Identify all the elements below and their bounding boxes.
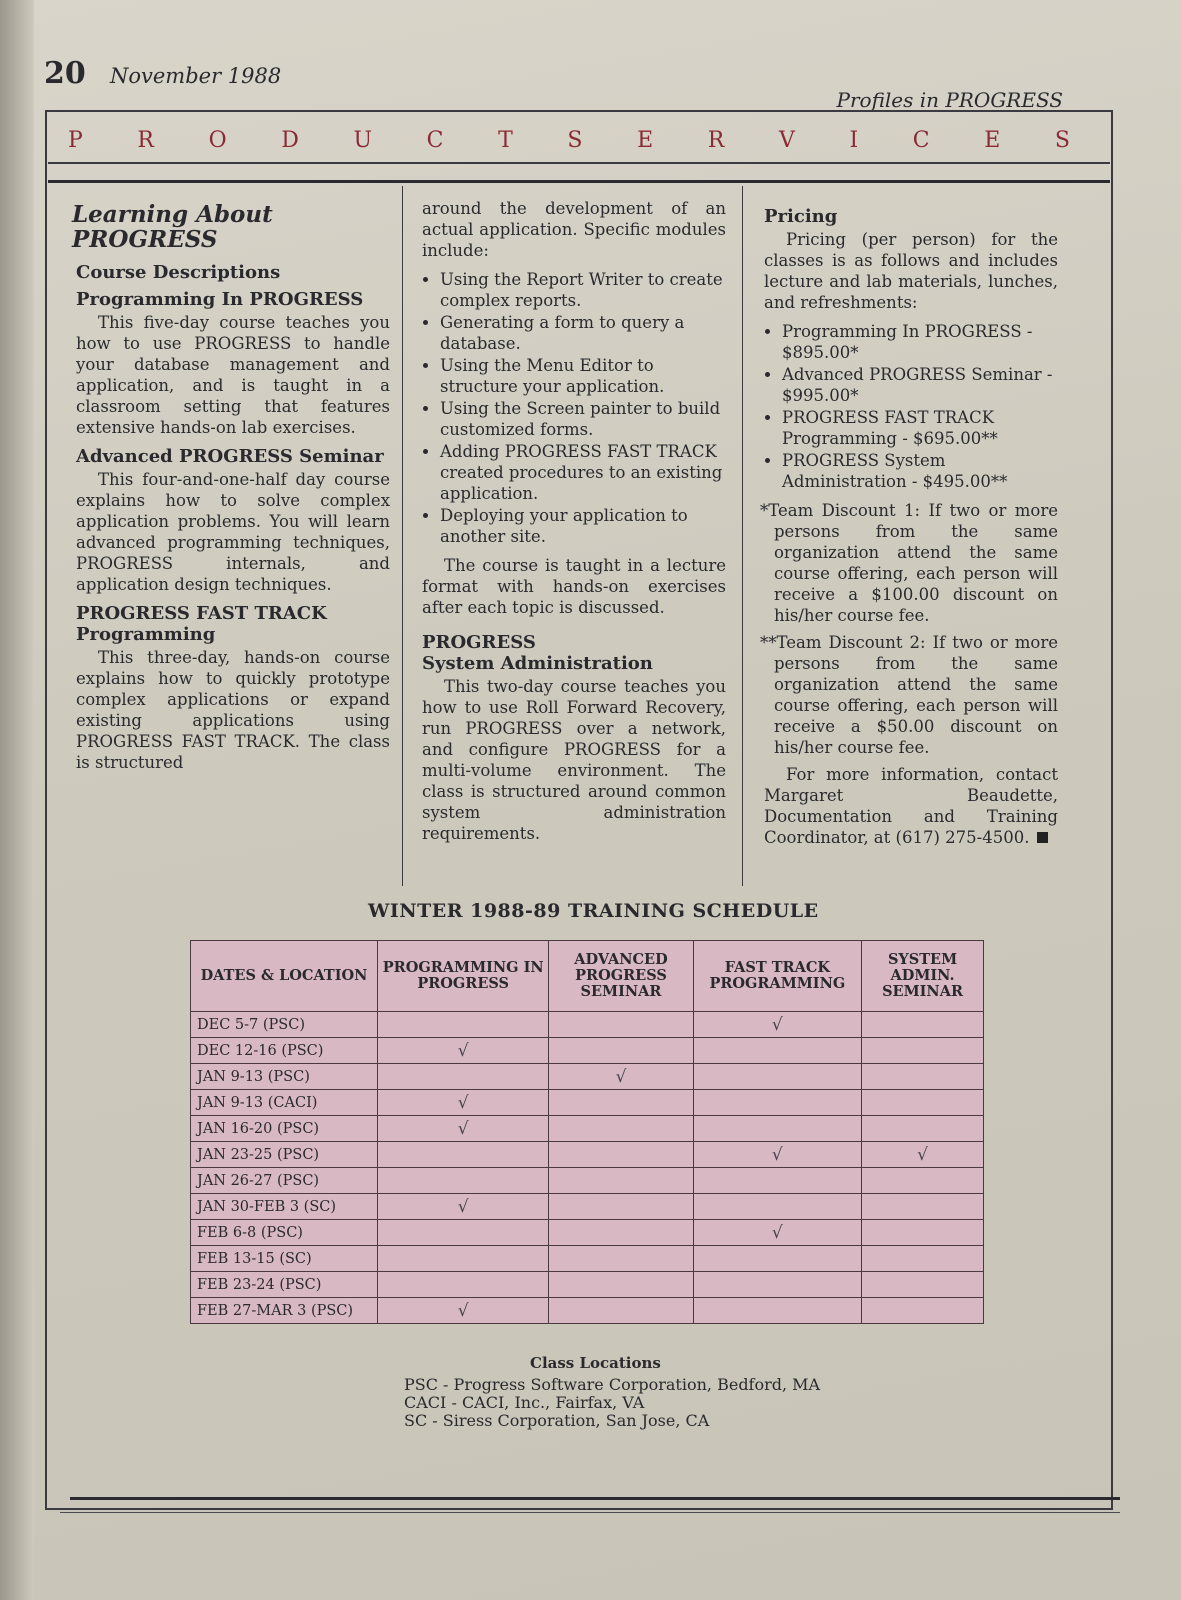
bottom-rule <box>70 1497 1120 1500</box>
date-location-cell: FEB 27-MAR 3 (PSC) <box>191 1298 378 1324</box>
course-title-advanced: Advanced PROGRESS Seminar <box>76 446 384 467</box>
empty-cell <box>693 1090 861 1116</box>
pricing-intro: Pricing (per person) for the classes is as follows and includes lecture and lab materials, lunches, and refreshments: <box>764 230 1058 312</box>
empty-cell <box>862 1272 984 1298</box>
page-number: 20 <box>44 56 86 91</box>
column-1 <box>72 196 390 781</box>
issue-date: November 1988 <box>110 64 282 88</box>
banner-letter: E <box>984 127 1003 153</box>
empty-cell <box>693 1246 861 1272</box>
date-location-cell: JAN 26-27 (PSC) <box>191 1168 378 1194</box>
end-mark-icon <box>1037 832 1048 843</box>
course-desc-advanced: This four-and-one-half day course explains how to solve complex application problems. You will learn advanced programming techniques, PROGRESS internals, and application design techniques. <box>76 470 390 594</box>
list-item: • Using the Report Writer to create complex reports. <box>440 269 726 311</box>
checkmark-cell: √ <box>862 1142 984 1168</box>
empty-cell <box>862 1194 984 1220</box>
column-divider <box>402 186 403 886</box>
list-item: • PROGRESS System Administration - $495.00** <box>782 450 1058 492</box>
empty-cell <box>378 1012 549 1038</box>
list-item: • PROGRESS FAST TRACK Programming - $695.00** <box>782 407 1058 449</box>
locations-title: Class Locations <box>530 1354 661 1372</box>
empty-cell <box>862 1012 984 1038</box>
column-header: FAST TRACK PROGRAMMING <box>693 941 861 1012</box>
empty-cell <box>693 1064 861 1090</box>
empty-cell <box>862 1038 984 1064</box>
locations-list <box>404 1376 820 1430</box>
checkmark-cell: √ <box>693 1142 861 1168</box>
course-title-fast-track: PROGRESS FAST TRACK Programming <box>76 603 327 645</box>
date-location-cell: FEB 23-24 (PSC) <box>191 1272 378 1298</box>
date-location-cell: FEB 6-8 (PSC) <box>191 1220 378 1246</box>
table-header-row <box>191 941 984 1012</box>
table-row <box>191 1168 984 1194</box>
empty-cell <box>862 1168 984 1194</box>
table-row <box>191 1064 984 1090</box>
banner-rule-thick <box>48 180 1110 183</box>
empty-cell <box>549 1038 693 1064</box>
team-discount-2: **Team Discount 2: If two or more persons from the same organization attend the same course offering, each person will receive a $50.00 discount on his/her course fee. <box>760 633 1058 757</box>
course-title-programming: Programming In PROGRESS <box>76 289 364 310</box>
banner-letter: C <box>912 127 932 153</box>
course-subtitle-sysadmin: System Administration <box>422 653 653 674</box>
empty-cell <box>862 1298 984 1324</box>
empty-cell <box>549 1272 693 1298</box>
publication-title: Profiles in PROGRESS <box>836 88 1063 112</box>
table-body <box>191 1012 984 1324</box>
empty-cell <box>862 1064 984 1090</box>
empty-cell <box>378 1272 549 1298</box>
column-2 <box>418 196 726 852</box>
banner-letter: C <box>426 127 446 153</box>
column-header: ADVANCED PROGRESS SEMINAR <box>549 941 693 1012</box>
checkmark-cell: √ <box>693 1012 861 1038</box>
list-item: • Deploying your application to another site. <box>440 505 726 547</box>
course-desc-sysadmin: This two-day course teaches you how to use Roll Forward Recovery, run PROGRESS over a network, and configure PROGRESS for a multi-volume environment. The class is structured around common system administration requirements. <box>422 677 726 843</box>
table-row <box>191 1090 984 1116</box>
checkmark-cell: √ <box>378 1090 549 1116</box>
empty-cell <box>378 1064 549 1090</box>
schedule-title: WINTER 1988-89 TRAINING SCHEDULE <box>368 900 819 922</box>
empty-cell <box>693 1038 861 1064</box>
empty-cell <box>862 1116 984 1142</box>
location-item: PSC - Progress Software Corporation, Bedford, MA <box>404 1375 821 1394</box>
empty-cell <box>378 1220 549 1246</box>
price-list <box>760 321 1058 492</box>
empty-cell <box>549 1246 693 1272</box>
empty-cell <box>693 1298 861 1324</box>
table-row <box>191 1142 984 1168</box>
banner-letter: D <box>281 127 301 153</box>
table-row <box>191 1116 984 1142</box>
checkmark-cell: √ <box>378 1116 549 1142</box>
empty-cell <box>862 1090 984 1116</box>
empty-cell <box>378 1142 549 1168</box>
empty-cell <box>862 1220 984 1246</box>
class-locations <box>404 1354 820 1430</box>
empty-cell <box>549 1220 693 1246</box>
banner-letter: P <box>68 127 85 153</box>
location-item: CACI - CACI, Inc., Fairfax, VA <box>404 1393 645 1412</box>
empty-cell <box>549 1194 693 1220</box>
banner-letter: E <box>637 127 656 153</box>
course-desc-programming: This five-day course teaches you how to use PROGRESS to handle your database management and application, and is taught in a classroom setting that features extensive hands-on lab exercises. <box>76 313 390 437</box>
empty-cell <box>693 1168 861 1194</box>
pricing-heading: Pricing <box>764 206 838 227</box>
training-schedule-table <box>190 940 984 1324</box>
list-item: • Advanced PROGRESS Seminar - $995.00* <box>782 364 1058 406</box>
page-shadow <box>0 0 34 1600</box>
section-heading: Course Descriptions <box>76 262 281 283</box>
date-location-cell: DEC 5-7 (PSC) <box>191 1012 378 1038</box>
empty-cell <box>378 1168 549 1194</box>
banner-letter: S <box>1054 127 1072 153</box>
course-desc-fast-track: This three-day, hands-on course explains how to quickly prototype complex applications or expand existing applications using PROGRESS FAST TRACK. The class is structured <box>76 648 390 772</box>
empty-cell <box>549 1090 693 1116</box>
column-3 <box>760 196 1058 856</box>
banner-letter: U <box>353 127 375 153</box>
table-row <box>191 1194 984 1220</box>
date-location-cell: JAN 9-13 (PSC) <box>191 1064 378 1090</box>
checkmark-cell: √ <box>378 1298 549 1324</box>
checkmark-cell: √ <box>378 1194 549 1220</box>
banner-letter: S <box>567 127 585 153</box>
column-header: SYSTEM ADMIN. SEMINAR <box>862 941 984 1012</box>
course-format: The course is taught in a lecture format with hands-on exercises after each topic is discussed. <box>422 556 726 617</box>
checkmark-cell: √ <box>693 1220 861 1246</box>
list-item: • Using the Screen painter to build customized forms. <box>440 398 726 440</box>
date-location-cell: DEC 12-16 (PSC) <box>191 1038 378 1064</box>
date-location-cell: JAN 16-20 (PSC) <box>191 1116 378 1142</box>
banner-letter: I <box>849 127 861 153</box>
column-header: DATES & LOCATION <box>191 941 378 1012</box>
column-header: PROGRAMMING IN PROGRESS <box>378 941 549 1012</box>
team-discount-1: *Team Discount 1: If two or more persons from the same organization attend the same course offering, each person will receive a $100.00 discount on his/her course fee. <box>760 501 1058 625</box>
checkmark-cell: √ <box>549 1064 693 1090</box>
table-row <box>191 1272 984 1298</box>
empty-cell <box>549 1116 693 1142</box>
list-item: • Using the Menu Editor to structure your application. <box>440 355 726 397</box>
checkmark-cell: √ <box>378 1038 549 1064</box>
date-location-cell: FEB 13-15 (SC) <box>191 1246 378 1272</box>
empty-cell <box>693 1194 861 1220</box>
article-title: Learning About PROGRESS <box>72 201 273 253</box>
empty-cell <box>693 1116 861 1142</box>
modules-list <box>418 269 726 547</box>
date-location-cell: JAN 30-FEB 3 (SC) <box>191 1194 378 1220</box>
empty-cell <box>378 1246 549 1272</box>
table-row <box>191 1220 984 1246</box>
empty-cell <box>549 1298 693 1324</box>
empty-cell <box>862 1246 984 1272</box>
empty-cell <box>549 1168 693 1194</box>
table-row <box>191 1012 984 1038</box>
banner-letter: R <box>137 127 156 153</box>
banner-rule <box>48 162 1110 164</box>
banner-letter: V <box>778 127 797 153</box>
bottom-rule-thin <box>60 1512 1120 1513</box>
course-title-sysadmin: PROGRESS <box>422 632 536 653</box>
location-item: SC - Siress Corporation, San Jose, CA <box>404 1411 710 1430</box>
contact-info <box>764 764 1058 848</box>
date-location-cell: JAN 23-25 (PSC) <box>191 1142 378 1168</box>
date-location-cell: JAN 9-13 (CACI) <box>191 1090 378 1116</box>
table-row <box>191 1246 984 1272</box>
empty-cell <box>693 1272 861 1298</box>
list-item: • Programming In PROGRESS - $895.00* <box>782 321 1058 363</box>
empty-cell <box>549 1142 693 1168</box>
list-item: • Generating a form to query a database. <box>440 312 726 354</box>
modules-intro: around the development of an actual application. Specific modules include: <box>422 199 726 260</box>
table-row <box>191 1038 984 1064</box>
banner-letter: R <box>707 127 727 153</box>
banner-letter: T <box>498 127 515 153</box>
empty-cell <box>549 1012 693 1038</box>
list-item: • Adding PROGRESS FAST TRACK created procedures to an existing application. <box>440 441 726 504</box>
contact-text: For more information, contact Margaret Beaudette, Documentation and Training Coordinator, at (617) 275-4500. <box>764 765 1058 847</box>
column-divider <box>742 186 743 886</box>
section-banner <box>50 118 1090 162</box>
table-row <box>191 1298 984 1324</box>
banner-letter: O <box>208 127 229 153</box>
